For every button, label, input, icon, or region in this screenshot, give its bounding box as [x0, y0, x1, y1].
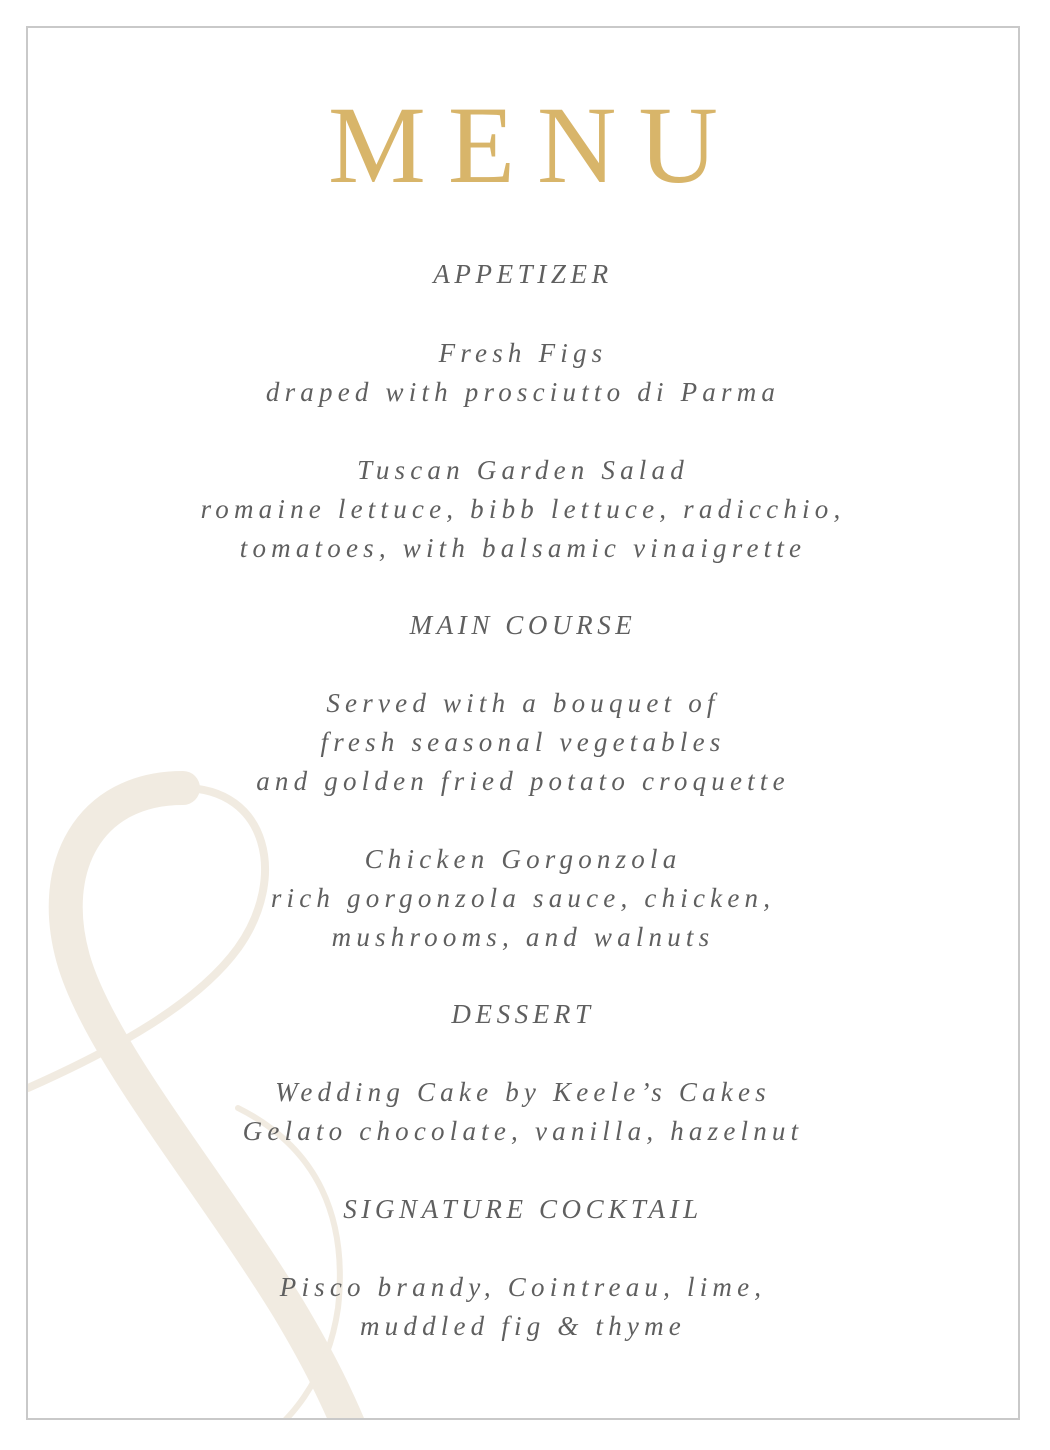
main-course-item-name: Chicken Gorgonzola — [364, 844, 682, 874]
appetizer-item-description: draped with prosciutto di Parma — [265, 377, 781, 407]
dessert-item: Gelato chocolate, vanilla, hazelnut — [242, 1116, 804, 1146]
dessert-item: Wedding Cake by Keele’s Cakes — [275, 1077, 771, 1107]
menu-title: MENU — [328, 84, 740, 206]
section-heading-main-course: MAIN COURSE — [409, 610, 637, 640]
section-heading-appetizer: APPETIZER — [433, 259, 613, 289]
main-course-intro: Served with a bouquet of — [326, 688, 720, 718]
appetizer-item-description: romaine lettuce, bibb lettuce, radicchio, — [200, 494, 846, 524]
main-course-item-description: rich gorgonzola sauce, chicken, — [270, 883, 776, 913]
appetizer-item-name: Tuscan Garden Salad — [357, 455, 689, 485]
appetizer-item-name: Fresh Figs — [438, 338, 608, 368]
section-heading-signature-cocktail: SIGNATURE COCKTAIL — [343, 1194, 703, 1224]
section-heading-dessert: DESSERT — [451, 999, 595, 1029]
main-course-intro: and golden fried potato croquette — [256, 766, 790, 796]
appetizer-item-description: tomatoes, with balsamic vinaigrette — [239, 533, 807, 563]
main-course-intro: fresh seasonal vegetables — [320, 727, 726, 757]
cocktail-description: Pisco brandy, Cointreau, lime, — [279, 1272, 767, 1302]
menu-card — [26, 26, 1020, 1420]
main-course-item-description: mushrooms, and walnuts — [331, 922, 715, 952]
cocktail-description: muddled fig & thyme — [359, 1311, 686, 1341]
